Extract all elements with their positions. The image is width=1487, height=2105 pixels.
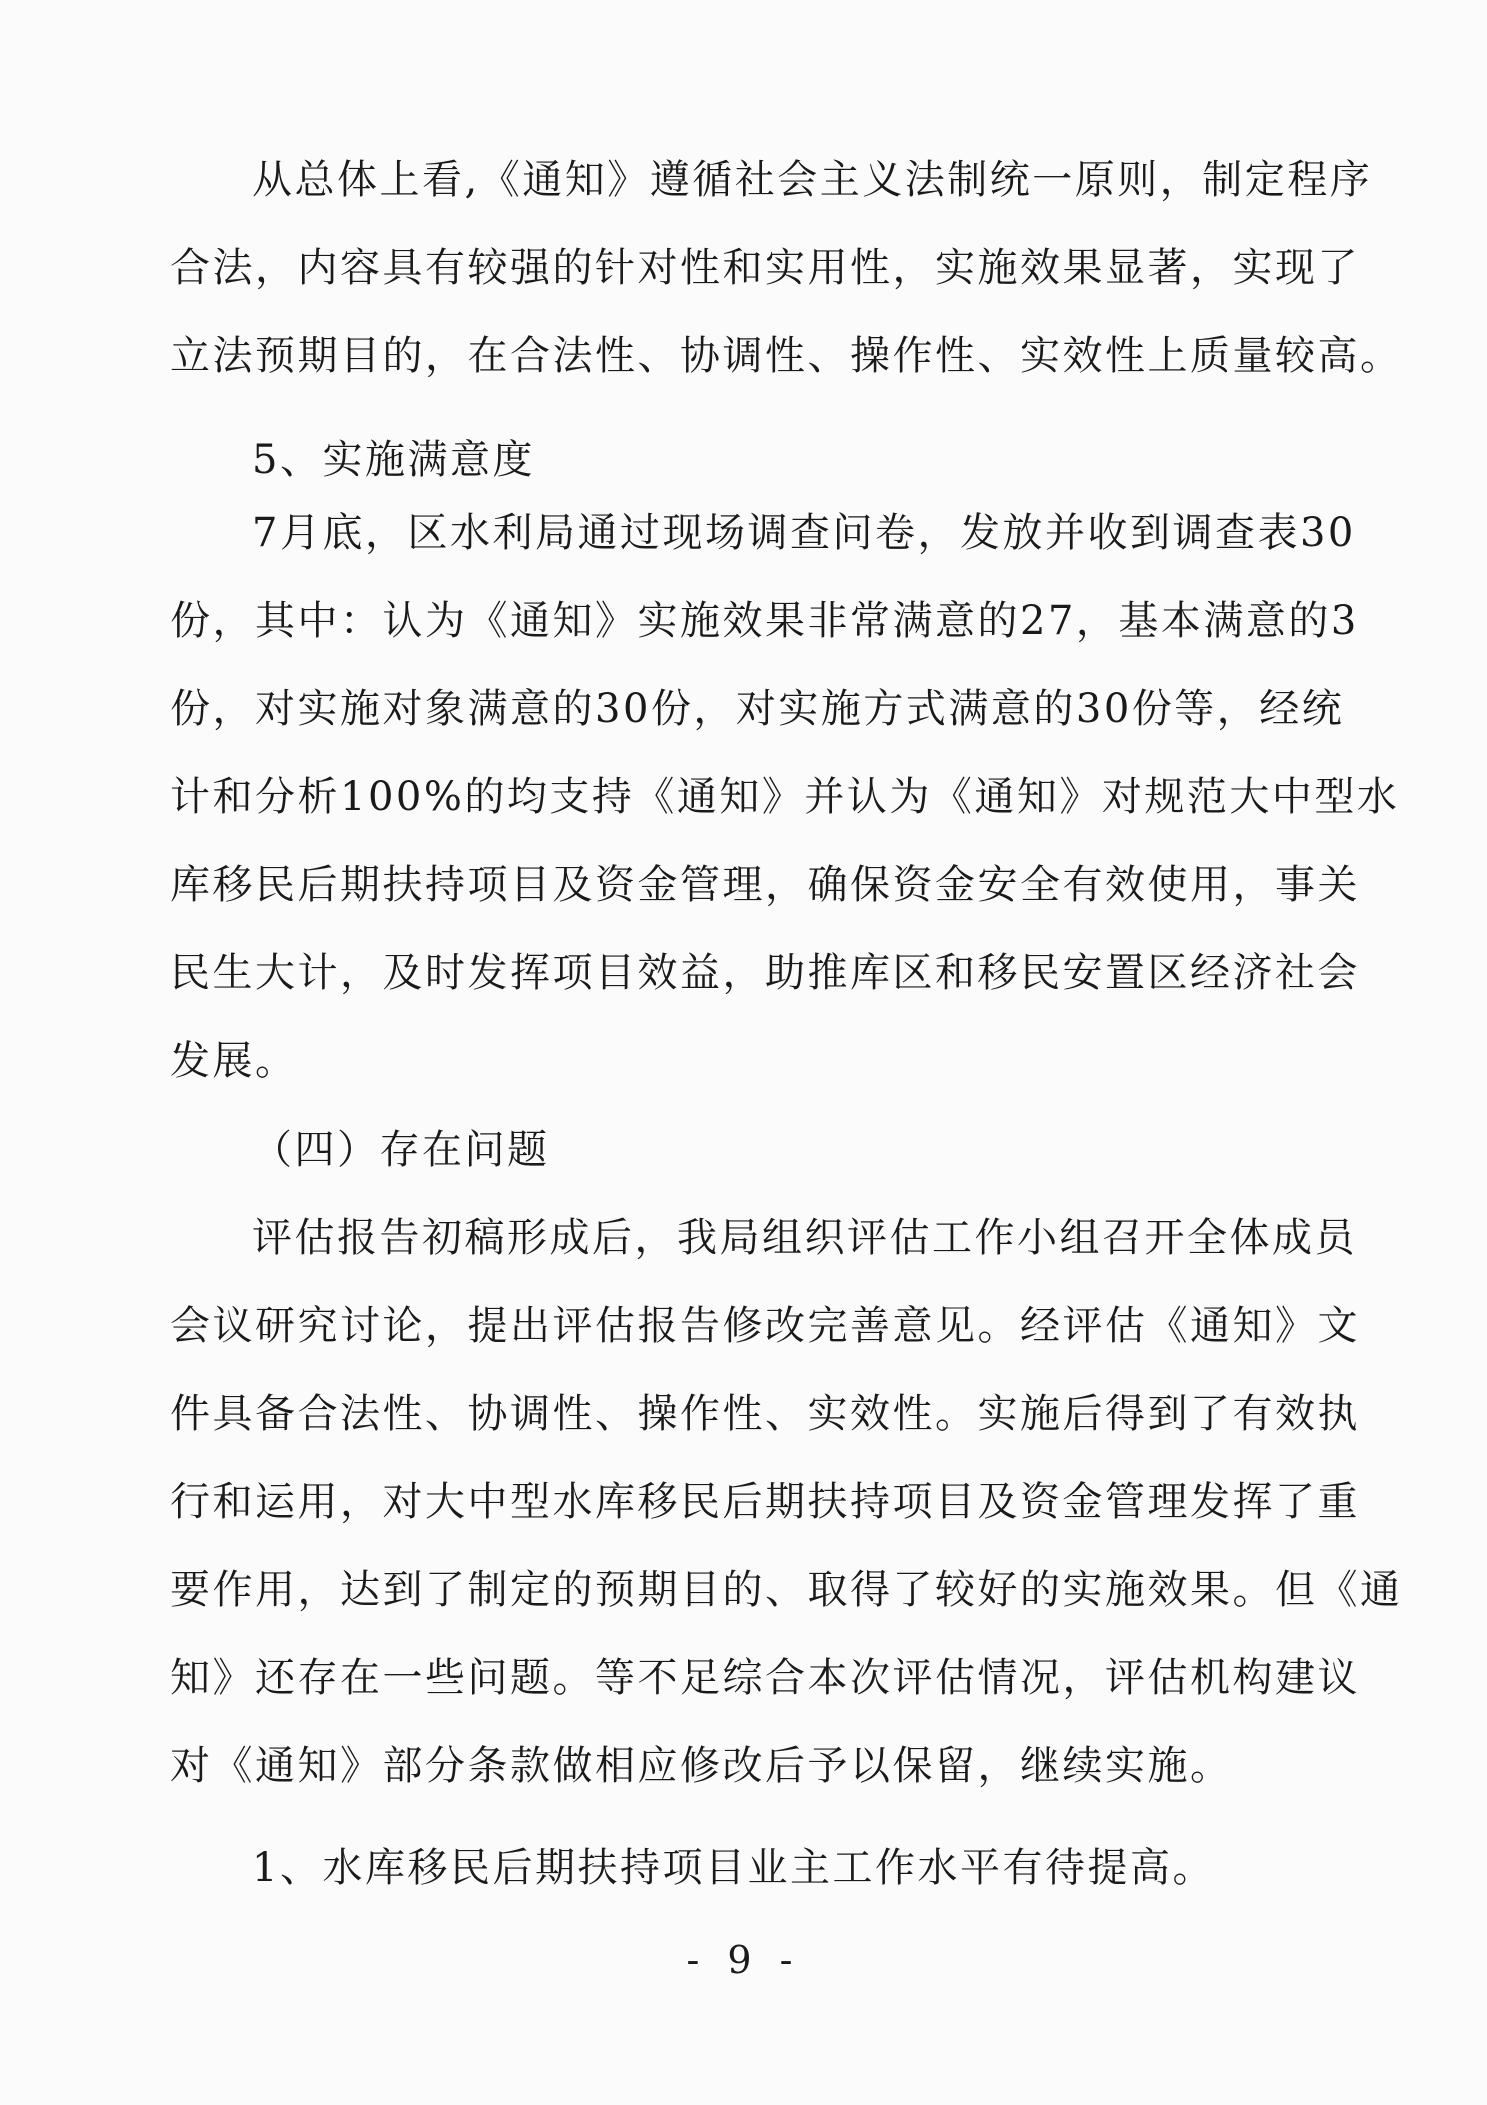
- section-heading-problems: （四）存在问题: [252, 1127, 550, 1173]
- paragraph-1-line-3: 立法预期目的，在合法性、协调性、操作性、实效性上质量较高。: [170, 333, 1403, 379]
- paragraph-3-line-3: 件具备合法性、协调性、操作性、实效性。实施后得到了有效执: [170, 1391, 1360, 1437]
- section-heading-satisfaction: 5、实施满意度: [252, 437, 535, 483]
- paragraph-2-line-6: 民生大计，及时发挥项目效益，助推库区和移民安置区经济社会: [170, 950, 1360, 996]
- list-item-1: 1、水库移民后期扶持项目业主工作水平有待提高。: [252, 1845, 1215, 1891]
- paragraph-3-line-6: 知》还存在一些问题。等不足综合本次评估情况，评估机构建议: [170, 1655, 1360, 1701]
- paragraph-2-line-7: 发展。: [170, 1038, 298, 1084]
- paragraph-2-line-2: 份，其中：认为《通知》实施效果非常满意的27，基本满意的3: [170, 598, 1359, 644]
- paragraph-2-line-5: 库移民后期扶持项目及资金管理，确保资金安全有效使用，事关: [170, 862, 1360, 908]
- paragraph-3-line-1: 评估报告初稿形成后，我局组织评估工作小组召开全体成员: [252, 1215, 1357, 1261]
- paragraph-1-line-2: 合法，内容具有较强的针对性和实用性，实施效果显著，实现了: [170, 245, 1360, 291]
- page-number: - 9 -: [686, 1938, 801, 1982]
- paragraph-1-line-1: 从总体上看,《通知》遵循社会主义法制统一原则，制定程序: [252, 157, 1373, 203]
- paragraph-2-line-1: 7月底，区水利局通过现场调查问卷，发放并收到调查表30: [252, 510, 1356, 556]
- paragraph-3-line-7: 对《通知》部分条款做相应修改后予以保留，继续实施。: [170, 1743, 1233, 1789]
- paragraph-3-line-5: 要作用，达到了制定的预期目的、取得了较好的实施效果。但《通: [170, 1567, 1403, 1613]
- paragraph-3-line-4: 行和运用，对大中型水库移民后期扶持项目及资金管理发挥了重: [170, 1479, 1360, 1525]
- paragraph-2-line-4: 计和分析100%的均支持《通知》并认为《通知》对规范大中型水: [170, 774, 1400, 820]
- paragraph-3-line-2: 会议研究讨论，提出评估报告修改完善意见。经评估《通知》文: [170, 1303, 1360, 1349]
- paragraph-2-line-3: 份，对实施对象满意的30份，对实施方式满意的30份等，经统: [170, 686, 1345, 732]
